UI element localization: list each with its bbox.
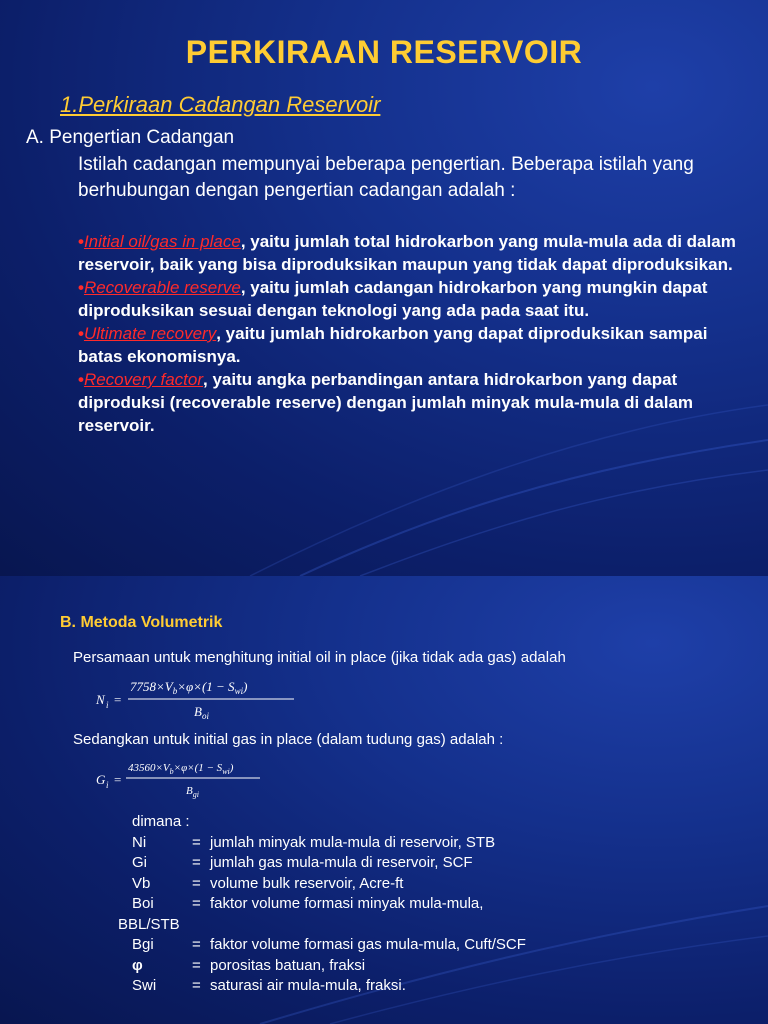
bullet-dot: • [78,278,84,297]
def-description: saturasi air mula-mula, fraksi. [210,977,406,994]
def-equals: = [192,936,201,953]
eq-equals: = [114,772,122,787]
definition-list [78,230,738,437]
section-subtitle: 1.Perkiraan Cadangan Reservoir [60,92,381,117]
boi-unit-wrap: BBL/STB [118,915,180,933]
variable-definitions [118,812,526,997]
bullet-text: , yaitu jumlah cadangan hidrokarbon yang mungkin dapat diproduksikan sesuai dengan teknologi yang ada pada saat itu. [78,278,708,320]
eq-lhs-sub: i [106,700,109,710]
def-symbol: Boi [132,895,154,912]
bullet-text: , yaitu angka perbandingan antara hidrokarbon yang dapat diproduksi (recoverable reserve) dengan jumlah minyak mula-mula di dalam reservoir. [78,370,694,435]
oil-in-place-equation [94,676,314,722]
term-initial-in-place: Initial oil/gas in place [83,232,241,251]
def-description: jumlah gas mula-mula di reservoir, SCF [210,854,473,871]
def-equals: = [192,854,201,871]
eq-lhs: G [96,772,106,787]
def-equals: = [192,833,201,851]
section-a-heading: A. Pengertian Cadangan [26,127,235,148]
intro-paragraph: Istilah cadangan mempunyai beberapa pengertian. Beberapa istilah yang berhubungan dengan pengertian cadangan adalah : [78,154,694,201]
eq-denominator: $B_{oi}$ [194,704,209,721]
def-equals: = [192,956,201,974]
eq-denominator: $B_{gi}$ [186,785,199,799]
bullet-dot: • [78,324,84,343]
def-equals: = [192,977,201,994]
bullet-dot: • [78,232,84,251]
def-row-boi [118,894,526,915]
bullet-text: , yaitu jumlah hidrokarbon yang dapat diproduksikan sampai batas ekonomisnya. [78,324,708,366]
def-symbol: φ [132,956,143,974]
def-symbol: Swi [132,977,157,994]
slide-title: PERKIRAAN RESERVOIR [185,34,583,70]
def-description: jumlah minyak mula-mula di reservoir, STB [210,833,496,851]
bullet-recovery-factor [78,368,738,437]
eq-numerator: $43560\times V_b\times\varphi\times(1 - S_{wi})$ [128,762,234,776]
def-equals: = [192,895,201,912]
term-recoverable-reserve: Recoverable reserve [83,278,241,297]
def-symbol: Vb [132,874,151,892]
def-symbol: Gi [132,854,147,871]
bullet-ultimate-recovery [78,322,738,368]
def-description: faktor volume formasi minyak mula-mula, [210,895,484,912]
def-row-gi [118,853,526,874]
gas-in-place-text: Sedangkan untuk initial gas in place (dalam tudung gas) adalah : [73,731,504,748]
bullet-text: , yaitu jumlah total hidrokarbon yang mula-mula ada di dalam reservoir, baik yang bisa diproduksikan maupun yang tidak dapat diproduksikan. [78,232,736,274]
def-row-phi [118,956,526,977]
oil-in-place-text: Persamaan untuk menghitung initial oil in place (jika tidak ada gas) adalah [73,649,566,666]
term-ultimate-recovery: Ultimate recovery [83,324,217,343]
eq-numerator: $7758\times V_b\times\varphi\times(1 - S_{wi})$ [130,679,248,696]
term-recovery-factor: Recovery factor [83,370,203,389]
def-symbol: Ni [132,833,147,851]
bullet-recoverable-reserve [78,276,738,322]
bullet-dot: • [78,370,84,389]
eq-lhs: N [96,692,105,707]
def-description: volume bulk reservoir, Acre-ft [210,874,404,892]
def-row-swi [118,976,526,997]
def-description: porositas batuan, fraksi [210,956,366,974]
section-b-heading: B. Metoda Volumetrik [60,614,223,631]
slide-2 [0,576,768,1024]
dimana-label: dimana : [132,813,190,830]
def-row-bgi [118,935,526,956]
eq-lhs-sub: i [106,780,109,790]
def-row-ni [118,833,526,854]
def-symbol: Bgi [132,936,154,953]
def-equals: = [192,874,201,892]
bullet-initial-in-place [78,230,738,276]
def-description: faktor volume formasi gas mula-mula, Cuft/SCF [210,936,526,953]
def-row-vb [118,874,526,895]
gas-in-place-equation [94,758,314,802]
eq-equals: = [114,692,122,707]
